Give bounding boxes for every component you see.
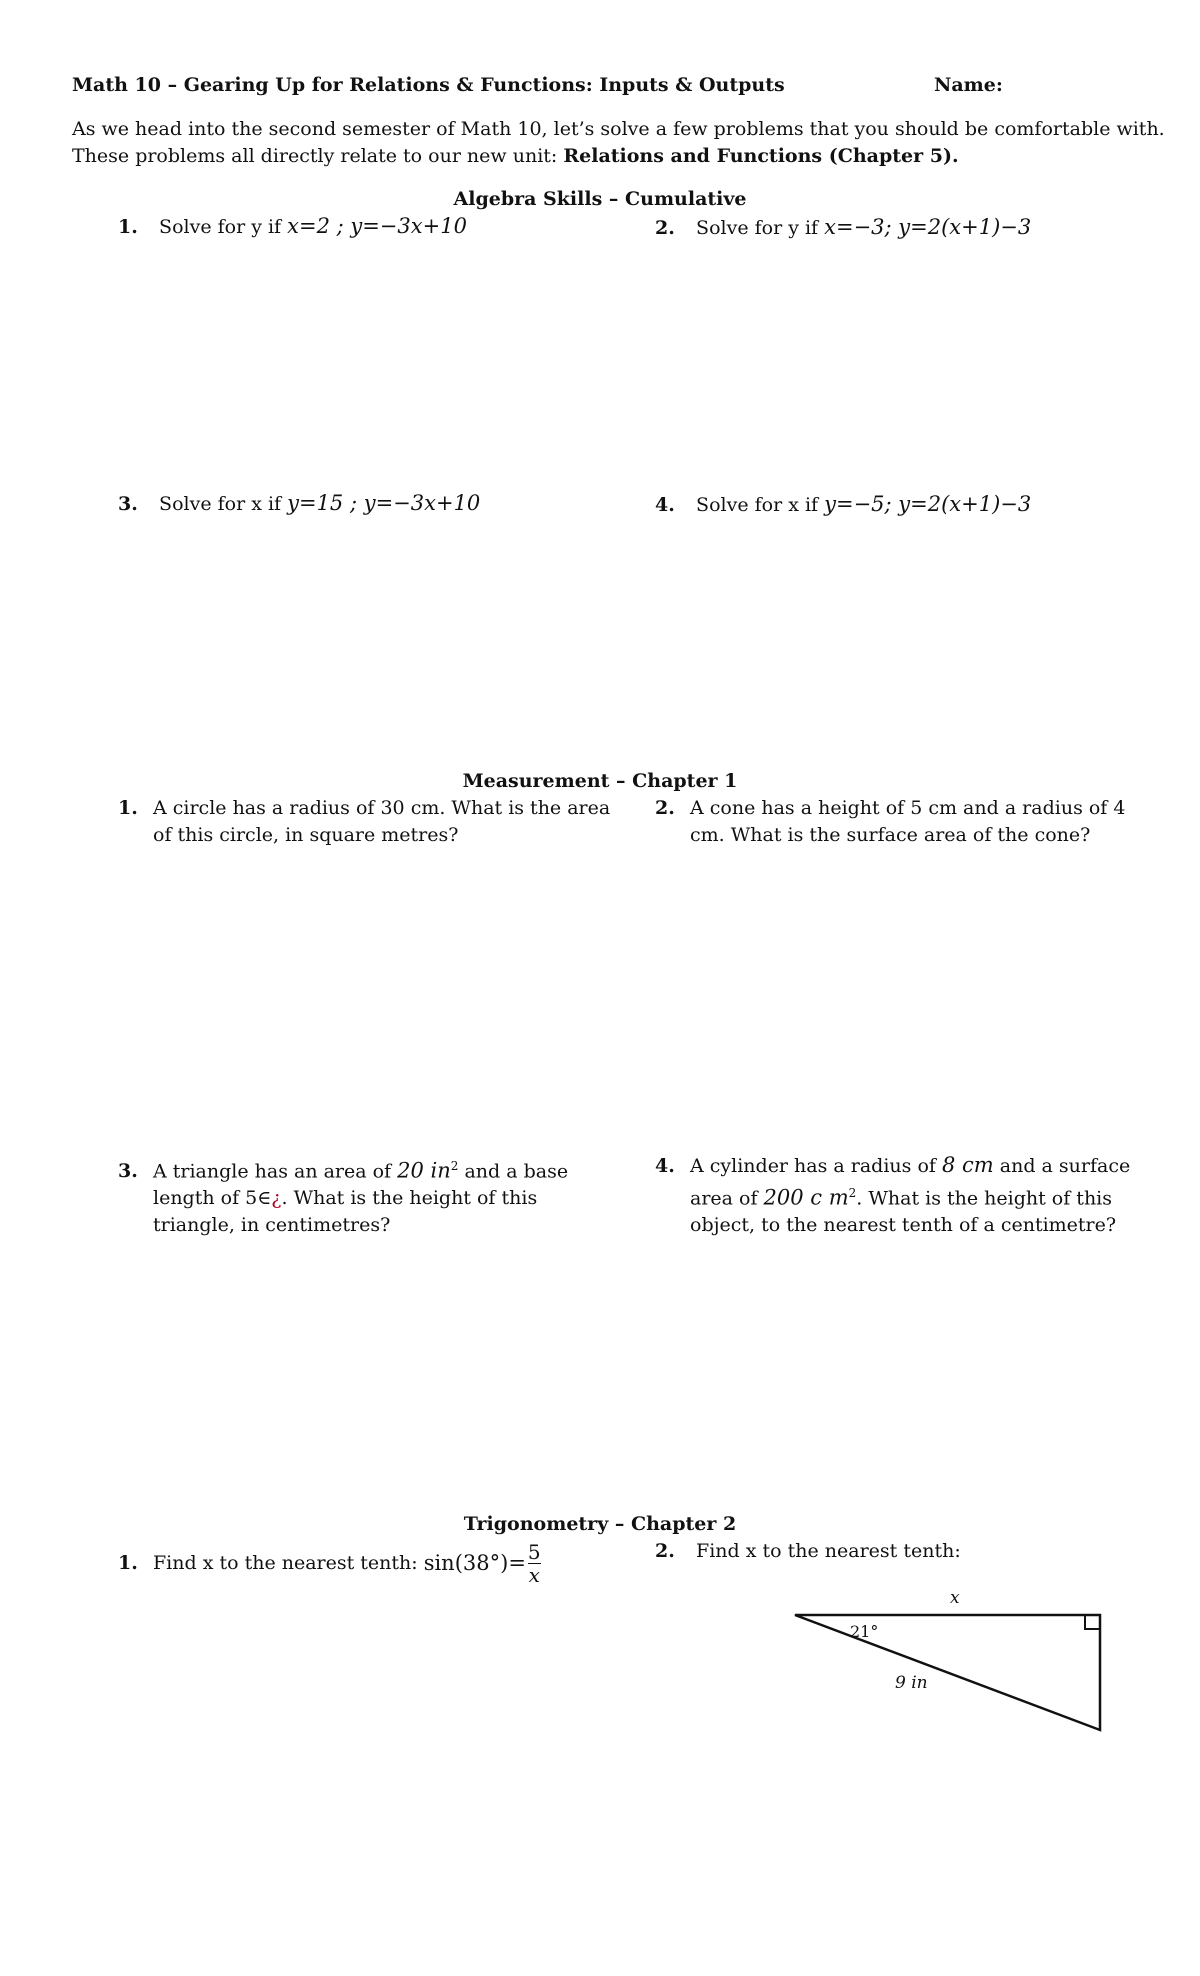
intro-line-1: As we head into the second semester of Math 10, let’s solve a few problems that you should be comfortable with. — [72, 118, 1165, 140]
algebra-question-1 — [118, 213, 467, 241]
question-number: 1. — [118, 1552, 138, 1574]
exponent: 2 — [848, 1186, 857, 1200]
measurement-question-2 — [655, 795, 1140, 849]
question-number: 2. — [655, 1540, 675, 1562]
question-text: Solve for y if — [696, 217, 819, 239]
question-number: 1. — [118, 797, 138, 819]
algebra-question-4 — [655, 491, 1031, 519]
question-math: y=15 ; y=−3x+10 — [287, 491, 481, 515]
question-math: x=2 ; y=−3x+10 — [287, 214, 467, 238]
question-text: A cone has a height of 5 cm and a radius of 4 cm. What is the surface area of the cone? — [690, 797, 1126, 846]
fraction — [528, 1541, 541, 1586]
question-text: A circle has a radius of 30 cm. What is the area of this circle, in square metres? — [153, 797, 611, 846]
trig-heading: Trigonometry – Chapter 2 — [463, 1513, 737, 1535]
algebra-heading: Algebra Skills – Cumulative — [453, 188, 747, 210]
question-text: Solve for x if — [159, 493, 282, 515]
triangle-shape — [795, 1615, 1100, 1730]
trig-question-1 — [118, 1541, 541, 1586]
exponent: 2 — [450, 1159, 459, 1173]
question-number: 4. — [655, 1155, 675, 1177]
measurement-heading: Measurement – Chapter 1 — [462, 770, 738, 792]
intro-line-2 — [72, 143, 959, 170]
hypotenuse-label: 9 in — [895, 1673, 928, 1693]
intro-unit-name: Relations and Functions (Chapter 5). — [563, 145, 959, 167]
question-math: y=−5; y=2(x+1)−3 — [824, 492, 1032, 516]
question-text-part-1: A cylinder has a radius of — [690, 1155, 936, 1177]
question-number: 1. — [118, 216, 138, 238]
question-text-part-3: . What is the height of this object, to the nearest tenth of a centimetre? — [690, 1187, 1117, 1237]
question-text-part-1: A triangle has an area of — [153, 1160, 392, 1183]
measurement-question-4 — [655, 1152, 1145, 1239]
question-text: Solve for y if — [159, 216, 282, 238]
question-number: 3. — [118, 493, 138, 515]
fraction-numerator: 5 — [527, 1540, 541, 1564]
algebra-question-2 — [655, 214, 1031, 242]
render-artifact-glyph: ¿ — [271, 1187, 282, 1210]
angle-label: 21° — [850, 1622, 879, 1641]
worksheet-title: Math 10 – Gearing Up for Relations & Functions: Inputs & Outputs — [72, 74, 785, 96]
question-math-1: 8 cm — [941, 1153, 994, 1177]
algebra-question-3 — [118, 490, 480, 518]
question-text-part-3: . What is the height of this triangle, in centimetres? — [153, 1187, 538, 1237]
fraction-denominator: x — [528, 1563, 540, 1587]
right-angle-marker — [1085, 1615, 1100, 1629]
question-math-2: 200 c m — [763, 1185, 849, 1210]
question-math: sin(38°)= — [423, 1551, 526, 1575]
question-text-part-2: and a surface area of — [690, 1155, 1131, 1210]
side-x-label: x — [950, 1588, 960, 1608]
question-number: 2. — [655, 217, 675, 239]
question-text-part-2: and a base length of 5∈ — [153, 1160, 569, 1210]
question-text: Find x to the nearest tenth: — [153, 1552, 418, 1574]
question-text: Solve for x if — [696, 494, 819, 516]
right-triangle-diagram — [780, 1585, 1120, 1745]
question-number: 4. — [655, 494, 675, 516]
measurement-question-3 — [118, 1153, 618, 1239]
measurement-question-1 — [118, 795, 633, 849]
question-number: 3. — [118, 1160, 138, 1183]
trig-question-2 — [655, 1538, 961, 1565]
question-number: 2. — [655, 797, 675, 819]
intro-line-2-text: These problems all directly relate to our new unit: — [72, 145, 558, 167]
name-label: Name: — [934, 74, 1003, 96]
question-math: x=−3; y=2(x+1)−3 — [824, 215, 1032, 239]
question-text: Find x to the nearest tenth: — [696, 1540, 961, 1562]
question-math: 20 in — [397, 1158, 451, 1183]
